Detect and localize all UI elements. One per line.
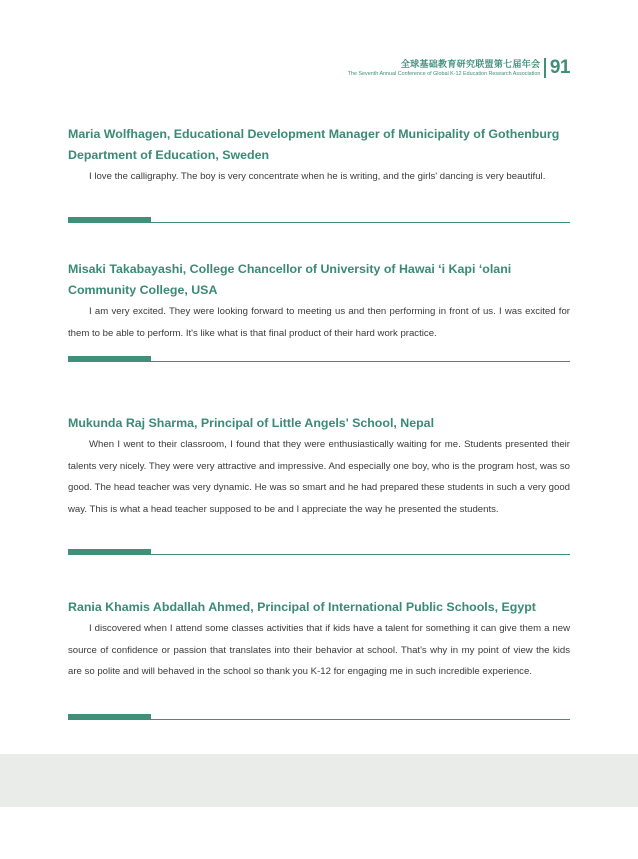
header-titles (348, 59, 541, 78)
divider-accent (68, 356, 151, 362)
testimonial-text: I love the calligraphy. The boy is very concentrate when he is writing, and the girls' dancing is very beautiful. (89, 171, 546, 182)
conference-title-en: The Seventh Annual Conference of Global K-12 Education Research Association (347, 70, 541, 77)
footer-band (0, 754, 638, 807)
running-header (348, 58, 570, 78)
divider-accent (68, 714, 151, 720)
divider-accent (68, 549, 151, 555)
testimonial-section (68, 597, 570, 683)
testimonial-section (68, 124, 570, 188)
testimonial-section (68, 259, 570, 344)
section-divider (68, 356, 570, 362)
section-divider (68, 549, 570, 555)
testimonial-text: When I went to their classroom, I found that they were enthusiastically waiting for me. Students presented their talents very nicely. They were very attractive and impressive. And especially one boy, who is the program host, was so good. The head teacher was very dynamic. He was so smart and he had prepared these students in such a very good way. This is what a head teacher supposed to be and I appreciate the way he presented the students. (68, 439, 570, 515)
testimonial-text: I discovered when I attend some classes activities that if kids have a talent for something it can give them a new source of confidence or passion that translates into their behavior at school. That's why in my point of view the kids are so polite and will behaved in the school so thank you K-12 for engaging me in such incredible experience. (68, 623, 570, 677)
section-divider (68, 714, 570, 720)
section-divider (68, 217, 570, 223)
speaker-name: Mukunda Raj Sharma, Principal of Little Angels' School, Nepal (68, 416, 435, 430)
testimonial-section (68, 413, 570, 520)
conference-title-cn: 全球基础教育研究联盟第七届年会 (400, 58, 541, 69)
speaker-name: Maria Wolfhagen, Educational Development Manager of Municipality of Gothenburg Department of Education, Sweden (68, 127, 560, 162)
header-separator (544, 58, 546, 78)
speaker-name: Misaki Takabayashi, College Chancellor of University of Hawai ʻi Kapi ʻolani Community College, USA (68, 262, 512, 297)
divider-accent (68, 217, 151, 223)
speaker-name: Rania Khamis Abdallah Ahmed, Principal of International Public Schools, Egypt (68, 600, 536, 614)
testimonial-text: I am very excited. They were looking forward to meeting us and then performing in front of us. I was excited for them to be able to perform. It's like what is that final product of their hard work practice. (68, 306, 570, 339)
page-number: 91 (549, 57, 570, 78)
